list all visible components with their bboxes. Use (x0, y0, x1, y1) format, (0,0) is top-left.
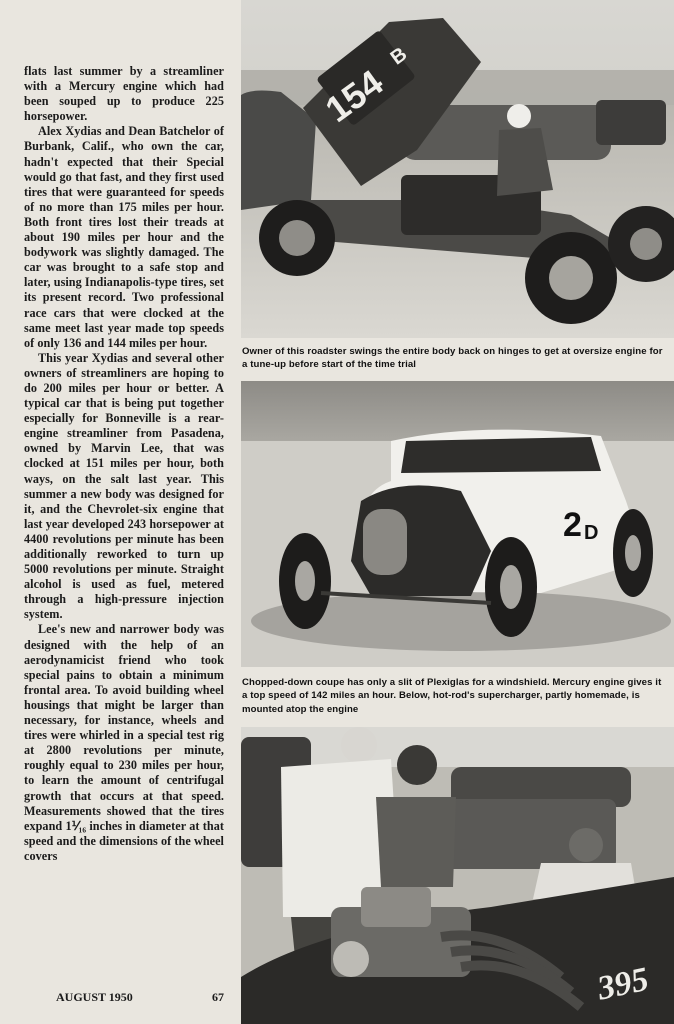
coupe-photo (241, 381, 674, 667)
car-number-label: 2 (563, 506, 582, 544)
grille (363, 509, 407, 575)
supercharger-illustration (241, 727, 674, 1024)
roadster-photo (241, 0, 674, 338)
wheel (613, 509, 653, 597)
roadster-illustration (241, 0, 674, 338)
wheel (259, 200, 335, 276)
car-number-label: 154 (317, 61, 391, 131)
article-text-column (24, 64, 224, 864)
coupe-illustration (241, 381, 674, 667)
article-paragraph: Lee's new and narrower body was designed with the help of an aerodynamicist friend who took special pains to obtain a minimum frontal area. To avoid building wheel housings that might be larger than necessary, for instance, wheels and tires were whirled in a special test rig at 2800 revolutions per minute, roughly equal to 230 miles per hour, to learn the amount of centrifugal growth that occurs at that speed. Measurements showed that the tires expand 1⅟₁₆ inches in diameter at that speed and the dimensions of the wheel covers (24, 622, 224, 863)
article-paragraph: Alex Xydias and Dean Batchelor of Burbank, Calif., who own the car, hadn't expected that their Special would go that fast, and they first used tires that were guaranteed for speeds of no more than 175 miles per hour. Both front tires lost their treads at about 190 miles per hour and the bodywork was slightly damaged. The car was brought to a safe stop and later, using Indianapolis-type tires, set its present record. Two professional race cars that were clocked at the same meet last year made top speeds of only 136 and 144 miles per hour. (24, 124, 224, 350)
car-number-label: 395 (594, 960, 652, 1008)
car-class-label: B (386, 43, 412, 70)
background-truck (596, 100, 666, 145)
article-paragraph: This year Xydias and several other owners of streamliners are hoping to do 200 miles per hour or better. A typical car that is being put together especially for Bonneville is a rear-engine streamliner from Pasadena, owned by Marvin Lee, that was clocked at 151 miles per hour, both ways, on the salt last year. This summer a new body was designed for it, and the Chevrolet-six engine that last year developed 243 horsepower at 4400 revolutions per minute has been additionally reworked to turn up 5000 revolutions per minute. Straight alcohol is used as fuel, metered through a high-pressure injection system. (24, 350, 224, 622)
car-class-label: D (584, 522, 599, 544)
wheel (279, 533, 331, 629)
issue-date: AUGUST 1950 (56, 990, 133, 1004)
photo-caption: Owner of this roadster swings the entire body back on hinges to get at oversize engine for a tune-up before start of the time trial (242, 346, 663, 371)
wheel (525, 232, 617, 324)
wheel (485, 537, 537, 637)
page-footer (56, 990, 224, 1005)
supercharger-photo (241, 727, 674, 1024)
article-paragraph: flats last summer by a streamliner with a Mercury engine which had been souped up to produce 225 horsepower. (24, 64, 224, 124)
photo-caption: Chopped-down coupe has only a slit of Plexiglas for a windshield. Mercury engine gives it a top speed of 142 miles an hour. Below, hot-rod's supercharger, partly homemade, is mounted atop the engine (242, 677, 662, 715)
page-number: 67 (212, 990, 224, 1004)
